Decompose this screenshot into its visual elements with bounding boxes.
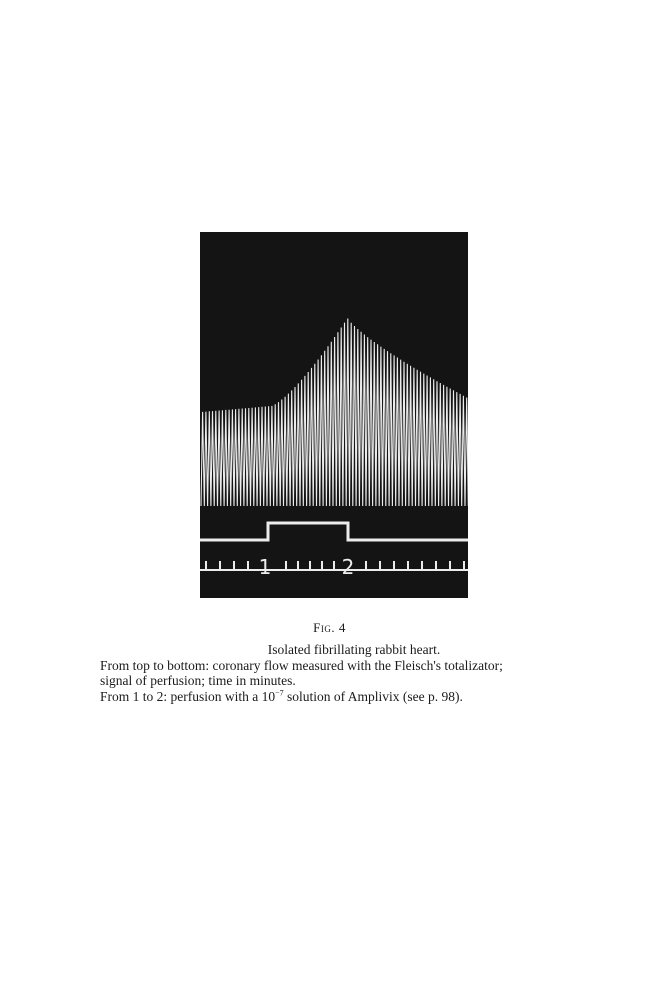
time-mark-1: 1: [258, 555, 272, 579]
caption-title: Isolated fibrillating rabbit heart.: [267, 642, 441, 657]
figure-plate: [200, 232, 468, 598]
figure-label: Fig. 4: [313, 620, 346, 635]
caption-line-1: From top to bottom: coronary flow measured with the Fleisch's totalizator;: [100, 657, 503, 673]
figure-caption: [100, 642, 580, 704]
caption-exponent: −7: [275, 688, 284, 697]
time-mark-2: 2: [341, 555, 355, 579]
caption-line-2: signal of perfusion; time in minutes.: [100, 673, 296, 688]
caption-line-3: From 1 to 2: perfusion with a $10^{-7}$ solution of Amplivix (see p. 98).: [100, 688, 463, 704]
